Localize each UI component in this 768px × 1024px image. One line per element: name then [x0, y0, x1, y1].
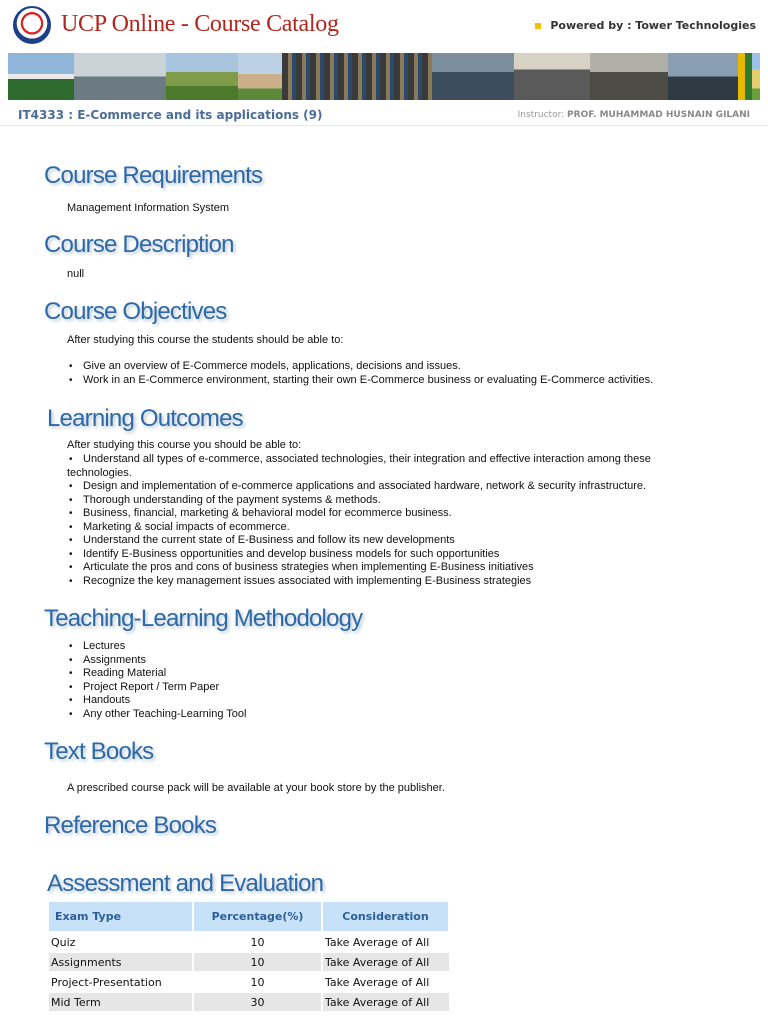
column-header-exam-type: Exam Type — [48, 901, 193, 932]
table-row — [48, 972, 449, 992]
heading-course-description: Course Description — [44, 231, 234, 258]
table-row — [48, 992, 449, 1011]
methodology-list — [67, 640, 687, 721]
cell-percentage: 10 — [193, 952, 322, 972]
banner-photo-students — [432, 53, 514, 100]
column-header-percentage: Percentage(%) — [193, 901, 322, 932]
powered-by-text: Powered by : Tower Technologies — [550, 19, 756, 32]
list-item: • Articulate the pros and cons of business strategies when implementing E-Business initiatives — [67, 561, 672, 575]
list-item: • Lectures — [67, 640, 687, 654]
cell-exam-type: Mid Term — [48, 992, 193, 1011]
cell-exam-type: Project-Presentation — [48, 972, 193, 992]
cell-exam-type: Assignments — [48, 952, 193, 972]
instructor-info — [518, 110, 750, 120]
list-item: • Business, financial, marketing & behavioral model for ecommerce business. — [67, 507, 672, 521]
campus-photo-banner — [8, 53, 760, 100]
table-row — [48, 952, 449, 972]
banner-accent-stripe — [738, 53, 752, 100]
instructor-name: PROF. MUHAMMAD HUSNAIN GILANI — [567, 110, 750, 120]
list-item: • Understand all types of e-commerce, associated technologies, their integration and effective interaction among these technologies. — [67, 453, 672, 480]
banner-photo-lecture — [668, 53, 738, 100]
list-item: • Project Report / Term Paper — [67, 681, 687, 695]
banner-photo-classroom — [514, 53, 590, 100]
list-item: • Reading Material — [67, 667, 687, 681]
site-title[interactable]: UCP Online - Course Catalog — [61, 11, 339, 37]
banner-photo-lawn — [166, 53, 238, 100]
banner-photo-lab — [74, 53, 166, 100]
objectives-intro: After studying this course the students should be able to: — [67, 334, 344, 346]
assessment-table — [47, 900, 450, 1011]
table-row — [48, 932, 449, 952]
heading-teaching-methodology: Teaching-Learning Methodology — [44, 605, 363, 632]
course-info-bar — [0, 107, 768, 126]
textbooks-text: A prescribed course pack will be available at your book store by the publisher. — [67, 782, 445, 794]
site-header — [0, 0, 768, 52]
objectives-list — [67, 360, 687, 387]
instructor-label: Instructor: — [517, 110, 565, 120]
list-item: • Assignments — [67, 654, 687, 668]
university-logo[interactable] — [13, 6, 51, 44]
cell-consideration: Take Average of All — [322, 972, 449, 992]
banner-photo-computers — [590, 53, 668, 100]
list-item: • Design and implementation of e-commerce applications and associated hardware, network & security infrastructure. — [67, 480, 672, 494]
list-item: • Any other Teaching-Learning Tool — [67, 708, 687, 722]
heading-reference-books: Reference Books — [44, 812, 217, 839]
list-item: • Recognize the key management issues associated with implementing E-Business strategies — [67, 575, 672, 589]
heading-text-books: Text Books — [44, 738, 154, 765]
heading-course-requirements: Course Requirements — [44, 162, 263, 189]
heading-learning-outcomes: Learning Outcomes — [47, 405, 243, 432]
list-item: • Understand the current state of E-Business and follow its new developments — [67, 534, 672, 548]
cell-consideration: Take Average of All — [322, 932, 449, 952]
outcomes-intro: After studying this course you should be able to: — [67, 439, 302, 451]
banner-photo-campus — [752, 53, 760, 100]
requirements-text: Management Information System — [67, 202, 230, 214]
outcomes-list — [67, 453, 672, 588]
list-item: • Work in an E-Commerce environment, starting their own E-Commerce business or evaluating E-Commerce activities. — [67, 374, 687, 388]
powered-by — [535, 19, 756, 32]
banner-photo-library — [282, 53, 432, 100]
course-code-title: IT4333 : E-Commerce and its applications (9) — [18, 108, 323, 122]
cell-consideration: Take Average of All — [322, 952, 449, 972]
list-item: • Give an overview of E-Commerce models, applications, decisions and issues. — [67, 360, 687, 374]
description-text: null — [67, 268, 85, 280]
list-item: • Thorough understanding of the payment systems & methods. — [67, 494, 672, 508]
heading-course-objectives: Course Objectives — [44, 298, 227, 325]
list-item: • Marketing & social impacts of ecommerce. — [67, 521, 672, 535]
bullet-icon — [535, 23, 541, 29]
cell-percentage: 10 — [193, 932, 322, 952]
cell-exam-type: Quiz — [48, 932, 193, 952]
list-item: • Identify E-Business opportunities and develop business models for such opportunities — [67, 548, 672, 562]
list-item: • Handouts — [67, 694, 687, 708]
banner-photo-building — [238, 53, 282, 100]
cell-percentage: 10 — [193, 972, 322, 992]
banner-photo-flag — [8, 53, 74, 100]
column-header-consideration: Consideration — [322, 901, 449, 932]
heading-assessment: Assessment and Evaluation — [47, 870, 324, 897]
cell-consideration: Take Average of All — [322, 992, 449, 1011]
table-header-row — [48, 901, 449, 932]
cell-percentage: 30 — [193, 992, 322, 1011]
